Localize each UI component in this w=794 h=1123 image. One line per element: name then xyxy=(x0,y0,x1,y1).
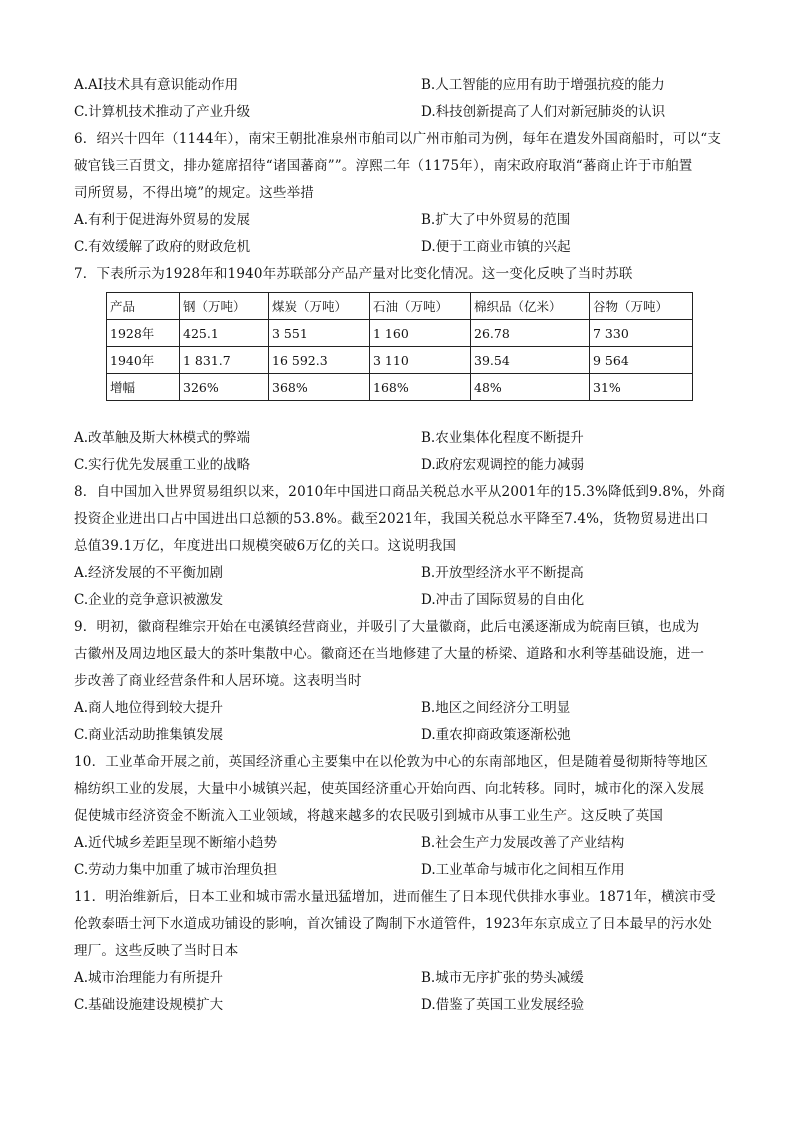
option-c: C.商业活动助推集镇发展 xyxy=(74,727,224,743)
option-row xyxy=(74,695,724,722)
option-row xyxy=(74,234,724,261)
option-d: D.科技创新提高了人们对新冠肺炎的认识 xyxy=(421,104,666,120)
table-header-cell: 谷物（万吨） xyxy=(590,293,693,320)
question-text-line: 8．自中国加入世界贸易组织以来，2010年中国进口商品关税总水平从2001年的15.3%降低到9.8%，外商 xyxy=(74,484,726,500)
table-cell: 1940年 xyxy=(107,347,180,374)
option-row xyxy=(74,722,724,749)
question-text-line: 理厂。这些反映了当时日本 xyxy=(74,943,239,959)
option-row xyxy=(74,425,724,452)
question-5-options xyxy=(74,72,724,126)
table-cell: 368% xyxy=(269,374,370,401)
table-cell: 1 831.7 xyxy=(180,347,269,374)
option-a: A.AI技术具有意识能动作用 xyxy=(74,77,239,93)
table-header-cell: 棉织品（亿米） xyxy=(471,293,590,320)
question-8 xyxy=(74,479,724,614)
option-a: A.商人地位得到较大提升 xyxy=(74,700,224,716)
question-9 xyxy=(74,614,724,749)
option-a: A.经济发展的不平衡加剧 xyxy=(74,565,224,581)
option-c: C.劳动力集中加重了城市治理负担 xyxy=(74,862,278,878)
question-text-line: 破官钱三百贯文，排办筵席招待“诸国蕃商””。淳熙二年（1175年），南宋政府取消“蕃商止许于市舶置 xyxy=(74,158,693,174)
table-header-cell: 产品 xyxy=(107,293,180,320)
question-text-line: 步改善了商业经营条件和人居环境。这表明当时 xyxy=(74,673,362,689)
option-row xyxy=(74,452,724,479)
question-text-line: 6．绍兴十四年（1144年），南宋王朝批准泉州市舶司以广州市舶司为例，每年在遣发外国商船时，可以“支 xyxy=(74,131,722,147)
question-text-line: 11．明治维新后，日本工业和城市需水量迅猛增加，进而催生了日本现代供排水事业。1871年，横滨市受 xyxy=(74,889,716,905)
question-text-line: 总值39.1万亿，年度进出口规模突破6万亿的关口。这说明我国 xyxy=(74,538,457,554)
option-d: D.重农抑商政策逐渐松弛 xyxy=(421,727,571,743)
question-text-line: 10．工业革命开展之前，英国经济重心主要集中在以伦敦为中心的东南部地区，但是随着曼彻斯特等地区 xyxy=(74,754,709,770)
table-cell: 48% xyxy=(471,374,590,401)
option-d: D.政府宏观调控的能力减弱 xyxy=(421,457,585,473)
option-row xyxy=(74,830,724,857)
option-b: B.农业集体化程度不断提升 xyxy=(421,430,584,446)
question-text-line: 9．明初，徽商程维宗开始在屯溪镇经营商业，并吸引了大量徽商，此后屯溪逐渐成为皖南巨镇，也成为 xyxy=(74,619,700,635)
question-6 xyxy=(74,126,724,261)
table-cell: 326% xyxy=(180,374,269,401)
option-b: B.开放型经济水平不断提高 xyxy=(421,565,584,581)
option-row xyxy=(74,992,724,1019)
question-10 xyxy=(74,749,724,884)
table-header-cell: 钢（万吨） xyxy=(180,293,269,320)
question-text-line: 司所贸易，不得出境”的规定。这些举措 xyxy=(74,185,315,201)
table-row xyxy=(107,347,693,374)
question-text-line: 促使城市经济资金不断流入工业领域，将越来越多的农民吸引到城市从事工业生产。这反映了英国 xyxy=(74,808,664,824)
table-cell: 3 551 xyxy=(269,320,370,347)
option-c: C.基础设施建设规模扩大 xyxy=(74,997,224,1013)
table-cell: 1 160 xyxy=(370,320,471,347)
question-text-line: 7．下表所示为1928年和1940年苏联部分产品产量对比变化情况。这一变化反映了当时苏联 xyxy=(74,266,633,282)
option-d: D.便于工商业市镇的兴起 xyxy=(421,239,571,255)
option-b: B.扩大了中外贸易的范围 xyxy=(421,212,571,228)
question-11 xyxy=(74,884,724,1019)
table-cell: 26.78 xyxy=(471,320,590,347)
table-cell: 9 564 xyxy=(590,347,693,374)
option-b: B.城市无序扩张的势头减缓 xyxy=(421,970,584,986)
question-text-line: 伦敦泰晤士河下水道成功铺设的影响，首次铺设了陶制下水道管件，1923年东京成立了日本最早的污水处 xyxy=(74,916,712,932)
option-a: A.有利于促进海外贸易的发展 xyxy=(74,212,251,228)
exam-page xyxy=(74,72,724,1019)
table-cell: 7 330 xyxy=(590,320,693,347)
option-c: C.计算机技术推动了产业升级 xyxy=(74,104,251,120)
option-c: C.有效缓解了政府的财政危机 xyxy=(74,239,251,255)
option-row xyxy=(74,587,724,614)
option-c: C.实行优先发展重工业的战略 xyxy=(74,457,251,473)
question-text-line: 投资企业进出口占中国进出口总额的53.8%。截至2021年，我国关税总水平降至7.4%，货物贸易进出口 xyxy=(74,511,709,527)
question-text-line: 棉纺织工业的发展，大量中小城镇兴起，使英国经济重心开始向西、向北转移。同时，城市化的深入发展 xyxy=(74,781,705,797)
table-cell: 16 592.3 xyxy=(269,347,370,374)
option-row xyxy=(74,560,724,587)
question-text-line: 古徽州及周边地区最大的茶叶集散中心。徽商还在当地修建了大量的桥梁、道路和水利等基础设施，进一 xyxy=(74,646,705,662)
option-d: D.冲击了国际贸易的自由化 xyxy=(421,592,585,608)
option-a: A.改革触及斯大林模式的弊端 xyxy=(74,430,251,446)
option-a: A.近代城乡差距呈现不断缩小趋势 xyxy=(74,835,278,851)
option-b: B.社会生产力发展改善了产业结构 xyxy=(421,835,625,851)
table-cell: 39.54 xyxy=(471,347,590,374)
table-cell: 31% xyxy=(590,374,693,401)
table-cell: 增幅 xyxy=(107,374,180,401)
option-row xyxy=(74,72,724,99)
table-header-row xyxy=(107,293,693,320)
table-cell: 3 110 xyxy=(370,347,471,374)
option-c: C.企业的竞争意识被激发 xyxy=(74,592,224,608)
table-cell: 1928年 xyxy=(107,320,180,347)
table-row xyxy=(107,374,693,401)
table-header-cell: 煤炭（万吨） xyxy=(269,293,370,320)
table-row xyxy=(107,320,693,347)
option-a: A.城市治理能力有所提升 xyxy=(74,970,224,986)
option-b: B.人工智能的应用有助于增强抗疫的能力 xyxy=(421,77,665,93)
question-7 xyxy=(74,261,724,479)
table-header-cell: 石油（万吨） xyxy=(370,293,471,320)
option-d: D.借鉴了英国工业发展经验 xyxy=(421,997,585,1013)
option-row xyxy=(74,207,724,234)
option-b: B.地区之间经济分工明显 xyxy=(421,700,571,716)
option-d: D.工业革命与城市化之间相互作用 xyxy=(421,862,625,878)
table-cell: 425.1 xyxy=(180,320,269,347)
option-row xyxy=(74,965,724,992)
table-cell: 168% xyxy=(370,374,471,401)
option-row xyxy=(74,99,724,126)
option-row xyxy=(74,857,724,884)
production-table xyxy=(106,292,693,401)
